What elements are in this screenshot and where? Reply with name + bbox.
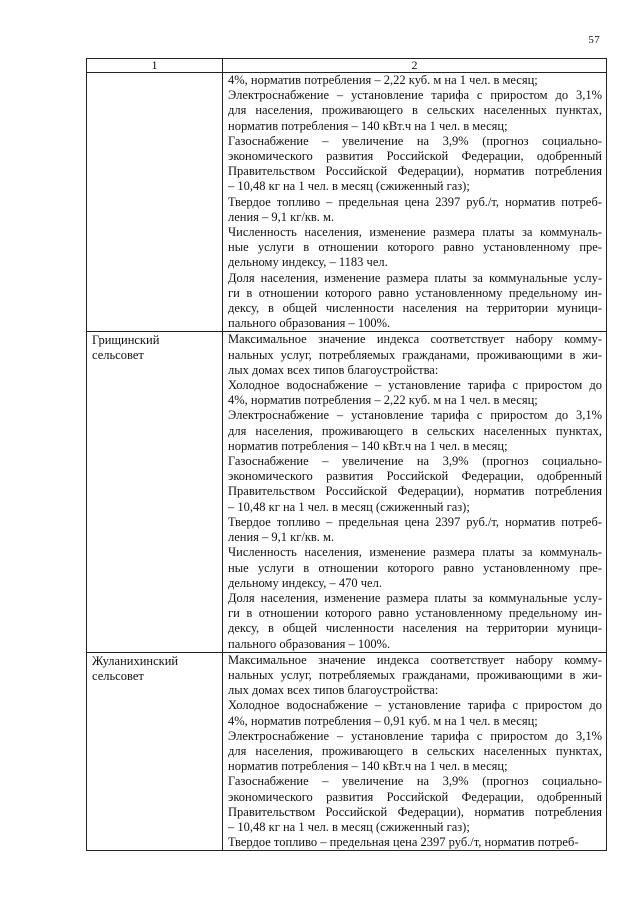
tariff-table (86, 58, 607, 851)
text-line: для населения, проживающего в сельских населенных пунктах, (228, 423, 602, 438)
text-line: пального образования – 100%. (228, 636, 391, 651)
text-line: норматив потребления – 140 кВт.ч на 1 чел. в месяц; (228, 438, 508, 453)
description-paragraph (228, 195, 602, 225)
description-paragraph (228, 271, 602, 332)
region-name-line: Жуланихинский (92, 653, 179, 668)
text-line: Газоснабжение – увеличение на 3,9% (прогноз социально- (228, 774, 602, 789)
text-line: для населения, проживающего в сельских населенных пунктах, (228, 103, 602, 118)
text-line: Газоснабжение – увеличение на 3,9% (прогноз социально- (228, 133, 602, 148)
region-name (87, 332, 223, 652)
description-paragraph (228, 332, 602, 378)
description-paragraph (228, 134, 602, 195)
table-row (87, 73, 607, 332)
text-line: Твердое топливо – предельная цена 2397 руб./т, норматив потреб- (228, 514, 602, 529)
text-line: дельному индексу, – 470 чел. (228, 575, 382, 590)
text-line: нальных услуг, потребляемых гражданами, проживающими в жи- (228, 667, 602, 682)
description-paragraph (228, 73, 602, 88)
column-header-2: 2 (223, 59, 607, 73)
text-line: – 10,48 кг на 1 чел. в месяц (сжиженный газ); (228, 179, 470, 194)
region-description (223, 332, 607, 652)
description-paragraph (228, 454, 602, 515)
description-paragraph (228, 774, 602, 835)
description-paragraph (228, 378, 602, 408)
region-name (87, 73, 223, 332)
text-line: 4%, норматив потребления – 2,22 куб. м на 1 чел. в месяц; (228, 73, 538, 87)
description-paragraph (228, 225, 602, 271)
description-paragraph (228, 729, 602, 775)
text-line: Твердое топливо – предельная цена 2397 руб./т, норматив потреб- (228, 835, 579, 850)
description-paragraph (228, 88, 602, 134)
text-line: ления – 9,1 кг/кв. м. (228, 209, 335, 224)
text-line: Правительством Российской Федерации), норматив потребления (228, 164, 602, 179)
text-line: Правительством Российской Федерации), норматив потребления (228, 484, 602, 499)
text-line: дексу, в общей численности населения на территории муници- (228, 301, 602, 316)
description-paragraph (228, 835, 602, 850)
text-line: дексу, в общей численности населения на территории муници- (228, 621, 602, 636)
text-line: Максимальное значение индекса соответствует набору комму- (228, 332, 602, 347)
page-number: 57 (588, 34, 600, 46)
text-line: Численность населения, изменение размера платы за коммуналь- (228, 545, 602, 560)
text-line: ные услуги в отношении которого равно установленному пре- (228, 560, 602, 575)
text-line: Электроснабжение – установление тарифа с приростом до 3,1% (228, 728, 602, 743)
text-line: экономического развития Российской Федерации, одобренный (228, 789, 602, 804)
region-description (223, 73, 607, 332)
text-line: – 10,48 кг на 1 чел. в месяц (сжиженный газ); (228, 819, 470, 834)
text-line: Доля населения, изменение размера платы за коммунальные услу- (228, 590, 602, 605)
table-row (87, 652, 607, 851)
text-line: 4%, норматив потребления – 0,91 куб. м на 1 чел. в месяц; (228, 713, 538, 728)
text-line: экономического развития Российской Федерации, одобренный (228, 469, 602, 484)
text-line: Электроснабжение – установление тарифа с приростом до 3,1% (228, 408, 602, 423)
text-line: нальных услуг, потребляемых гражданами, проживающими в жи- (228, 347, 602, 362)
text-line: лых домах всех типов благоустройства: (228, 683, 439, 698)
region-name (87, 652, 223, 851)
text-line: лых домах всех типов благоустройства: (228, 362, 439, 377)
text-line: Холодное водоснабжение – установление тарифа с приростом до (228, 378, 602, 393)
text-line: Электроснабжение – установление тарифа с приростом до 3,1% (228, 88, 602, 103)
text-line: пального образования – 100%. (228, 316, 391, 331)
region-name-line: сельсовет (92, 668, 144, 683)
text-line: Твердое топливо – предельная цена 2397 руб./т, норматив потреб- (228, 194, 602, 209)
region-name-line: сельсовет (92, 348, 144, 363)
text-line: норматив потребления – 140 кВт.ч на 1 чел. в месяц; (228, 759, 508, 774)
text-line: ги в отношении которого равно установленному предельному ин- (228, 606, 602, 621)
table-row (87, 332, 607, 652)
region-description (223, 652, 607, 851)
text-line: экономического развития Российской Федерации, одобренный (228, 149, 602, 164)
text-line: Доля населения, изменение размера платы за коммунальные услу- (228, 270, 602, 285)
description-paragraph (228, 653, 602, 699)
text-line: ления – 9,1 кг/кв. м. (228, 530, 335, 545)
description-paragraph (228, 545, 602, 591)
text-line: Холодное водоснабжение – установление тарифа с приростом до (228, 698, 602, 713)
text-line: – 10,48 кг на 1 чел. в месяц (сжиженный газ); (228, 499, 470, 514)
text-line: норматив потребления – 140 кВт.ч на 1 чел. в месяц; (228, 118, 508, 133)
table-header-row (87, 59, 607, 73)
text-line: 4%, норматив потребления – 2,22 куб. м на 1 чел. в месяц; (228, 393, 538, 408)
text-line: ные услуги в отношении которого равно установленному пре- (228, 240, 602, 255)
text-line: Газоснабжение – увеличение на 3,9% (прогноз социально- (228, 454, 602, 469)
column-header-1: 1 (87, 59, 223, 73)
region-name-line: Грищинский (92, 333, 160, 348)
text-line: Правительством Российской Федерации), норматив потребления (228, 804, 602, 819)
description-paragraph (228, 698, 602, 728)
description-paragraph (228, 408, 602, 454)
description-paragraph (228, 591, 602, 652)
text-line: ги в отношении которого равно установленному предельному ин- (228, 285, 602, 300)
description-paragraph (228, 515, 602, 545)
text-line: для населения, проживающего в сельских населенных пунктах, (228, 743, 602, 758)
text-line: дельному индексу, – 1183 чел. (228, 255, 388, 270)
text-line: Численность населения, изменение размера платы за коммуналь- (228, 225, 602, 240)
text-line: Максимальное значение индекса соответствует набору комму- (228, 652, 602, 667)
